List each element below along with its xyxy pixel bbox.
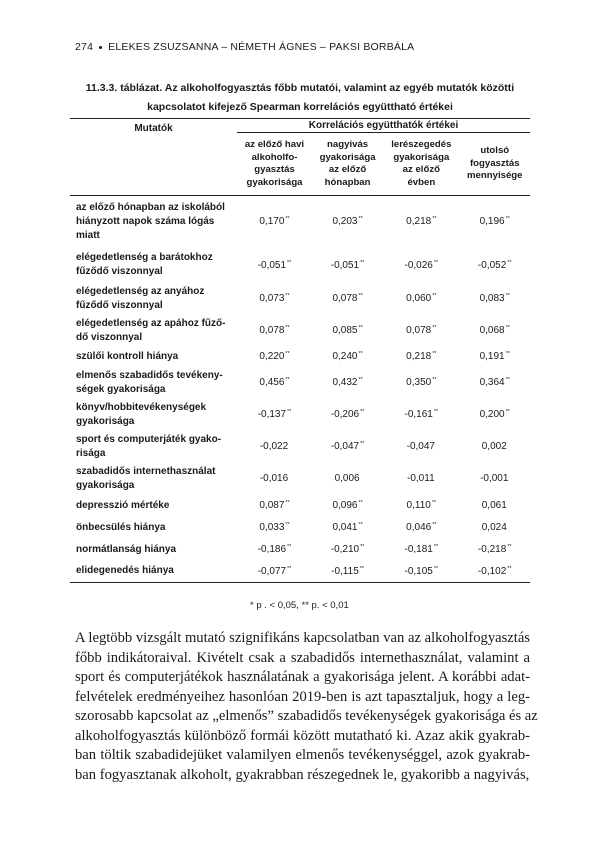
row-label-line: fűződő viszonnyal <box>76 299 163 311</box>
coefficient: 0,078 <box>259 325 285 336</box>
cell-value <box>383 283 459 315</box>
coefficient: 0,033 <box>259 522 285 533</box>
cell-value <box>312 315 383 347</box>
subcolumn-header-line: mennyisége <box>467 170 523 182</box>
coefficient: 0,456 <box>259 377 285 388</box>
row-label-line: fűződő viszonnyal <box>76 266 163 277</box>
table-row <box>70 367 530 399</box>
cell-value <box>460 463 531 495</box>
text-line: A legtöbb vizsgált mutató szignifikáns kapcsolatban van az alkoholfogyasztás <box>75 630 530 646</box>
row-label <box>70 561 237 583</box>
row-label-line: gyakorisága <box>76 479 135 491</box>
cell-value <box>237 196 312 248</box>
coefficient: 0,078 <box>332 293 358 304</box>
cell-value <box>237 399 312 431</box>
coefficient: -0,022 <box>259 441 289 452</box>
coefficient: 0,350 <box>406 377 432 388</box>
row-label-line: elégedetlenség a barátokhoz <box>76 252 213 263</box>
subcolumn-header-line: fogyasztás <box>469 157 520 169</box>
row-label-line: normátlanság hiánya <box>76 543 177 555</box>
table-row <box>70 517 530 539</box>
cell-value <box>460 539 531 561</box>
cell-value <box>383 463 459 495</box>
coefficient: -0,051 <box>330 259 360 271</box>
cell-value <box>460 248 531 283</box>
coefficient: 0,200 <box>479 409 505 420</box>
cell-value <box>312 517 383 539</box>
significance-mark: ** <box>359 565 365 572</box>
significance-note: * p . < 0,05, ** p. < 0,01 <box>250 600 349 611</box>
significance-mark: ** <box>358 351 363 357</box>
coefficient: -0,052 <box>477 259 507 271</box>
significance-mark: ** <box>505 216 510 223</box>
row-label <box>70 283 237 315</box>
cell-value <box>312 248 383 283</box>
cell-value <box>312 347 383 367</box>
text-line: sport és computerjátékok használatának a gyakorisága jelent. A korábbi adat- <box>75 669 530 685</box>
coefficient: 0,061 <box>481 500 507 511</box>
cell-value <box>383 347 459 367</box>
coefficient: 0,002 <box>481 441 507 452</box>
subcolumn-header-line: gyasztás <box>254 164 295 175</box>
cell-value <box>237 315 312 347</box>
correlation-table <box>70 118 530 583</box>
cell-value <box>237 248 312 283</box>
cell-value <box>312 399 383 431</box>
significance-mark: ** <box>360 409 365 415</box>
coefficient: -0,137 <box>257 409 287 420</box>
cell-value <box>383 315 459 347</box>
text-line: főbb indikátoraival. Kivételt csak a szabadidős internethasználat, valamint a <box>75 649 530 666</box>
significance-mark: ** <box>287 565 292 572</box>
subcolumn-header <box>460 133 531 196</box>
coefficient: -0,105 <box>404 565 433 577</box>
row-label <box>70 399 237 431</box>
row-label-line: ségek gyakorisága <box>76 383 166 395</box>
coefficient: 0,220 <box>259 351 285 362</box>
row-label-line: risága <box>76 447 106 459</box>
table-row <box>70 463 530 495</box>
subcolumn-header-line: gyakorisága <box>393 151 450 163</box>
cell-value <box>383 367 459 399</box>
cell-value <box>237 347 312 367</box>
row-label-line: önbecsülés hiánya <box>76 521 166 533</box>
table-row <box>70 399 530 431</box>
significance-mark: ** <box>432 377 437 383</box>
significance-mark: ** <box>358 293 363 299</box>
cell-value <box>383 517 459 539</box>
cell-value <box>460 347 531 367</box>
significance-mark: ** <box>505 377 510 383</box>
significance-mark: ** <box>433 409 439 415</box>
row-label-line: elmenős szabadidős tevékeny- <box>76 369 223 381</box>
significance-mark: ** <box>507 544 512 550</box>
text-line: felvételek eredményeihez hasonlóan 2019-ben is azt tapasztaljuk, hogy a leg- <box>75 688 530 705</box>
table-row <box>70 431 530 463</box>
cell-value <box>237 495 312 517</box>
cell-value <box>237 539 312 561</box>
significance-mark: ** <box>505 293 510 299</box>
cell-value <box>460 315 531 347</box>
significance-mark: ** <box>432 522 437 528</box>
cell-value <box>383 561 459 583</box>
significance-mark: ** <box>507 259 512 266</box>
coefficient: -0,186 <box>257 544 287 555</box>
column-header-mutatok: Mutatók <box>70 119 237 196</box>
significance-mark: ** <box>360 544 365 550</box>
coefficient: 0,041 <box>332 522 358 533</box>
subcolumn-header-line: utolsó <box>480 145 510 157</box>
significance-mark: ** <box>358 216 363 223</box>
significance-mark: ** <box>285 522 290 528</box>
text-line: ban fogyasztanak alkoholt, gyakrabban részegednek le, gyakoribb a nagyivás, <box>75 766 530 783</box>
coefficient: 0,110 <box>406 500 431 511</box>
column-group-header: Korrelációs együtthatók értékei <box>237 119 530 133</box>
coefficient: -0,218 <box>477 544 507 555</box>
row-label-line: hiányzott napok száma lógás <box>76 215 215 227</box>
caption-line: kapcsolatot kifejező Spearman korrelációs együttható értékei <box>147 101 453 113</box>
significance-mark: ** <box>285 216 290 223</box>
coefficient: 0,218 <box>406 351 432 362</box>
cell-value <box>237 431 312 463</box>
text-line: szorosabb kapcsolat az „elmenős” szabadidős tevékenységek gyakorisága és az <box>75 708 538 724</box>
cell-value <box>312 367 383 399</box>
row-label-line: elidegenedés hiánya <box>76 565 174 577</box>
running-header <box>75 41 414 53</box>
cell-value <box>312 495 383 517</box>
row-label <box>70 539 237 561</box>
row-label <box>70 463 237 495</box>
cell-value <box>460 431 531 463</box>
subcolumn-header-line: lerészegedés <box>391 139 452 150</box>
cell-value <box>383 196 459 248</box>
caption-line: 11.3.3. táblázat. Az alkoholfogyasztás főbb mutatói, valamint az egyéb mutatók közötti <box>85 82 515 94</box>
row-label <box>70 315 237 347</box>
significance-mark: ** <box>287 544 292 550</box>
coefficient: 0,364 <box>479 377 505 388</box>
subcolumn-header-line: hónapban <box>324 176 371 188</box>
significance-mark: ** <box>505 325 510 331</box>
cell-value <box>383 399 459 431</box>
separator-dot <box>99 46 102 49</box>
row-label-line: miatt <box>76 229 100 241</box>
coefficient: -0,011 <box>407 473 435 484</box>
significance-mark: ** <box>285 351 290 357</box>
significance-mark: ** <box>285 377 290 383</box>
body-paragraph <box>75 629 538 785</box>
cell-value <box>312 196 383 248</box>
subcolumn-header-line: gyakorisága <box>319 151 376 163</box>
text-line: alkoholfogyasztás különböző formái között mutatható ki. Azaz akik gyakrab- <box>75 727 530 744</box>
coefficient: 0,060 <box>406 293 432 304</box>
cell-value <box>312 463 383 495</box>
coefficient: -0,001 <box>480 473 509 484</box>
table-row <box>70 283 530 315</box>
significance-mark: ** <box>505 351 510 357</box>
significance-mark: ** <box>358 522 363 528</box>
coefficient: 0,024 <box>481 522 507 533</box>
coefficient: 0,170 <box>259 216 285 228</box>
coefficient: 0,087 <box>259 500 285 511</box>
coefficient: -0,161 <box>404 409 433 420</box>
cell-value <box>460 517 531 539</box>
coefficient: 0,085 <box>332 325 358 336</box>
table-row <box>70 561 530 583</box>
significance-mark: ** <box>285 500 290 506</box>
coefficient: 0,218 <box>406 216 432 228</box>
cell-value <box>312 283 383 315</box>
subcolumn-header-line: évben <box>407 176 436 188</box>
row-label-line: elégedetlenség az apához fűző- <box>76 317 226 329</box>
coefficient: 0,432 <box>332 377 358 388</box>
coefficient: -0,181 <box>404 544 433 555</box>
subcolumn-header <box>312 133 383 196</box>
row-label-line: elégedetlenség az anyához <box>76 285 205 297</box>
row-label <box>70 431 237 463</box>
coefficient: 0,196 <box>479 216 505 228</box>
table-row <box>70 495 530 517</box>
cell-value <box>312 561 383 583</box>
subcolumn-header-line: az előző <box>328 164 367 175</box>
significance-mark: ** <box>285 293 290 299</box>
cell-value <box>383 248 459 283</box>
significance-mark: ** <box>432 216 437 223</box>
significance-mark: ** <box>360 259 365 266</box>
significance-mark: ** <box>505 409 510 415</box>
coefficient: -0,210 <box>330 544 360 555</box>
cell-value <box>460 196 531 248</box>
subcolumn-header-line: gyakorisága <box>246 176 303 188</box>
table-row <box>70 315 530 347</box>
text-line: ban töltik szabadidejüket valamilyen elmenős tevékenységgel, azok gyakrab- <box>75 747 530 763</box>
cell-value <box>383 431 459 463</box>
row-label-line: dő viszonnyal <box>76 331 143 343</box>
cell-value <box>237 517 312 539</box>
table-row <box>70 196 530 248</box>
coefficient: -0,047 <box>406 441 435 452</box>
significance-mark: ** <box>285 325 290 331</box>
significance-mark: ** <box>433 259 439 266</box>
cell-value <box>460 495 531 517</box>
significance-mark: ** <box>358 500 363 506</box>
row-label <box>70 367 237 399</box>
coefficient: 0,078 <box>406 325 432 336</box>
coefficient: 0,068 <box>479 325 505 336</box>
row-label <box>70 495 237 517</box>
table-caption <box>60 79 540 117</box>
table-row <box>70 347 530 367</box>
subcolumn-header <box>237 133 312 196</box>
row-label <box>70 347 237 367</box>
cell-value <box>237 561 312 583</box>
subcolumn-header-line: az előző <box>402 164 440 175</box>
coefficient: 0,046 <box>406 522 432 533</box>
row-label-line: szabadidős internethasználat <box>76 465 216 477</box>
coefficient: 0,240 <box>332 351 358 362</box>
significance-mark: ** <box>432 293 437 299</box>
cell-value <box>460 367 531 399</box>
coefficient: -0,016 <box>259 473 289 484</box>
row-label-line: depresszió mértéke <box>76 499 170 511</box>
coefficient: -0,102 <box>477 565 507 577</box>
significance-mark: ** <box>287 259 292 266</box>
author-names: ELEKES ZSUZSANNA – NÉMETH ÁGNES – PAKSI BORBÁLA <box>108 41 415 53</box>
subcolumn-header-line: az előző havi <box>244 139 305 150</box>
coefficient: 0,006 <box>334 473 360 484</box>
row-label <box>70 196 237 248</box>
table-row <box>70 248 530 283</box>
row-label-line: gyakorisága <box>76 415 135 427</box>
cell-value <box>383 495 459 517</box>
subcolumn-header <box>383 133 459 196</box>
coefficient: -0,051 <box>257 259 287 271</box>
row-label <box>70 517 237 539</box>
cell-value <box>237 463 312 495</box>
significance-mark: ** <box>358 377 363 383</box>
page-number: 274 <box>75 41 94 53</box>
coefficient: 0,073 <box>259 293 285 304</box>
cell-value <box>460 283 531 315</box>
row-label-line: szülői kontroll hiánya <box>76 350 179 362</box>
significance-mark: ** <box>432 351 437 357</box>
coefficient: -0,026 <box>404 259 433 271</box>
cell-value <box>312 539 383 561</box>
row-label <box>70 248 237 283</box>
significance-mark: ** <box>287 409 292 415</box>
coefficient: -0,047 <box>330 441 360 452</box>
coefficient: 0,083 <box>479 293 505 304</box>
coefficient: 0,191 <box>479 351 505 362</box>
subcolumn-header-line: nagyivás <box>327 139 369 150</box>
cell-value <box>460 399 531 431</box>
cell-value <box>312 431 383 463</box>
significance-mark: ** <box>358 325 363 331</box>
significance-mark: ** <box>360 441 365 447</box>
significance-mark: ** <box>431 500 437 506</box>
significance-mark: ** <box>507 565 512 572</box>
cell-value <box>383 539 459 561</box>
significance-mark: ** <box>433 565 439 572</box>
coefficient: -0,077 <box>257 565 287 577</box>
cell-value <box>237 283 312 315</box>
coefficient: 0,203 <box>332 216 358 228</box>
significance-mark: ** <box>432 325 437 331</box>
row-label-line: az előző hónapban az iskolából <box>76 201 225 213</box>
cell-value <box>460 561 531 583</box>
cell-value <box>237 367 312 399</box>
table-row <box>70 539 530 561</box>
coefficient: 0,096 <box>332 500 358 511</box>
row-label-line: sport és computerjáték gyako- <box>76 433 222 445</box>
coefficient: -0,115 <box>331 565 359 577</box>
significance-mark: ** <box>433 544 439 550</box>
coefficient: -0,206 <box>330 409 360 420</box>
subcolumn-header-line: alkoholfo- <box>251 151 298 163</box>
row-label-line: könyv/hobbitevékenységek <box>76 401 207 413</box>
